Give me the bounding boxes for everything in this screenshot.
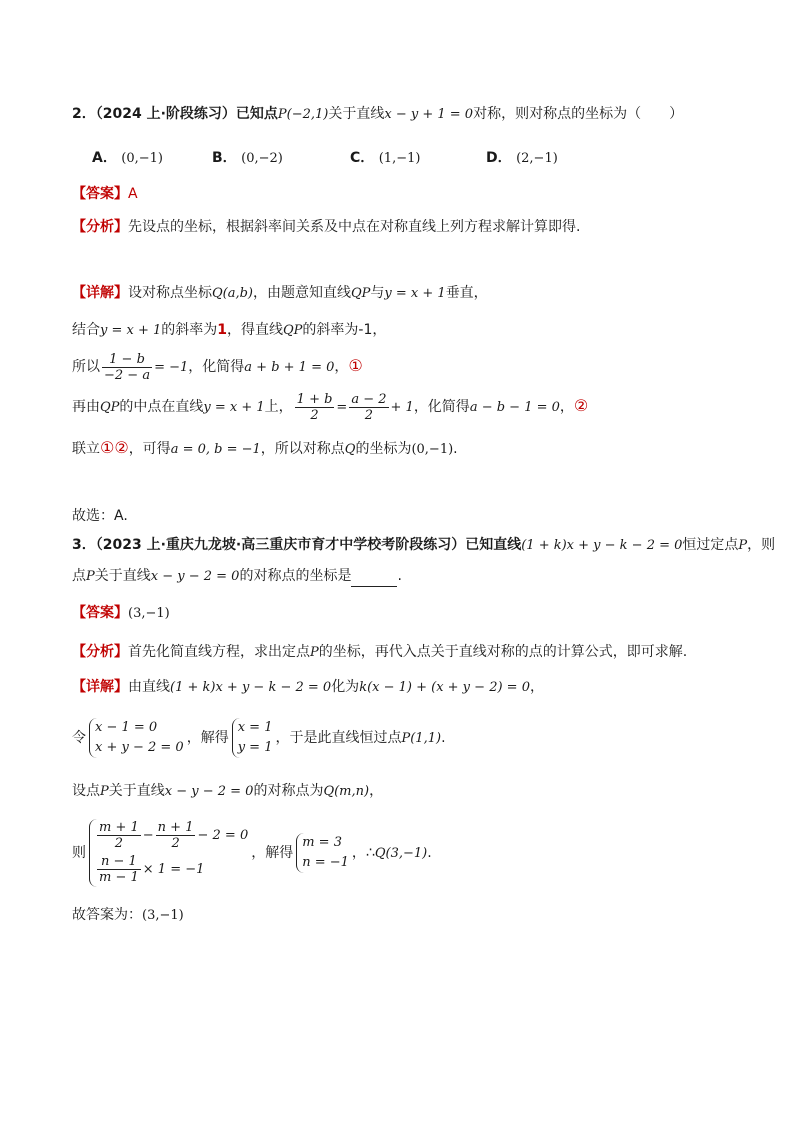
circled-one: ① xyxy=(348,356,363,375)
math: P xyxy=(310,645,319,660)
text: 则 xyxy=(72,845,86,861)
q2-choice xyxy=(72,506,128,526)
math: Q(m,n) xyxy=(323,784,370,799)
text: 与 xyxy=(370,285,385,301)
math: (0,−1) xyxy=(411,442,454,457)
math: P xyxy=(86,569,95,584)
text: 垂直， xyxy=(445,285,488,301)
q3-stem-line-1 xyxy=(72,535,775,556)
denominator: 2 xyxy=(310,407,319,423)
text: 的斜率为-1， xyxy=(302,322,387,338)
text: . xyxy=(397,568,402,584)
text: 首先化简直线方程，求出定点 xyxy=(128,644,310,660)
math: x − y − 2 = 0 xyxy=(150,569,240,584)
text: ，化简得 xyxy=(188,359,245,375)
denominator: 2 xyxy=(171,836,180,851)
math: QP xyxy=(283,323,303,338)
math: Q(3,−1) xyxy=(374,846,428,861)
math: QP xyxy=(351,286,371,301)
text: ， xyxy=(369,783,384,799)
slope-value: 1 xyxy=(217,322,228,338)
math: P(1,1) xyxy=(401,731,442,746)
equation: y = 1 xyxy=(237,740,273,755)
numerator: m + 1 xyxy=(99,820,139,835)
text: 恒过定点 xyxy=(682,537,739,553)
q3-analysis xyxy=(72,642,687,663)
text: ， xyxy=(559,399,574,415)
text: 的对称点为 xyxy=(253,783,324,799)
q2-point-p: P(−2,1) xyxy=(277,107,329,122)
q3-detail-line-1 xyxy=(72,677,544,698)
q3-final-answer xyxy=(72,905,184,926)
numerator: a − 2 xyxy=(351,391,387,407)
text: ，化简得 xyxy=(413,399,470,415)
answer-tag: 【答案】 xyxy=(72,186,128,202)
math: − 2 = 0 xyxy=(197,828,249,843)
q2-detail-line-1 xyxy=(72,283,488,304)
detail-tag: 【详解】 xyxy=(72,679,128,695)
text: 化为 xyxy=(331,679,360,695)
equation: n = −1 xyxy=(302,855,349,870)
math: (1 + k)x + y − k − 2 = 0 xyxy=(170,680,332,695)
equation: m = 3 xyxy=(302,835,342,850)
q2-line-equation: x − y + 1 = 0 xyxy=(384,107,474,122)
q2-detail-line-5 xyxy=(72,438,458,460)
text: 关于直线 xyxy=(94,568,151,584)
fraction xyxy=(97,854,141,885)
math: + 1 xyxy=(390,400,414,415)
numerator: 1 + b xyxy=(296,391,333,407)
choice-text: 故选：A. xyxy=(72,508,128,524)
q2-analysis xyxy=(72,217,580,237)
numerator: n − 1 xyxy=(97,854,141,870)
math: (3,−1) xyxy=(142,908,184,923)
text: 故答案为： xyxy=(72,907,142,923)
q3-detail-line-3 xyxy=(72,781,383,802)
q2-stem-text-b: 关于直线 xyxy=(328,106,385,122)
text: 设对称点坐标 xyxy=(128,285,212,301)
math: a + b + 1 = 0 xyxy=(244,360,335,375)
text: ， xyxy=(529,679,544,695)
math: y = x + 1 xyxy=(384,286,446,301)
option-label: C． xyxy=(350,150,375,166)
math: × 1 = −1 xyxy=(142,862,205,877)
detail-tag: 【详解】 xyxy=(72,285,128,301)
q2-stem-text: 2．（2024 上·阶段练习）已知点 xyxy=(72,106,278,122)
equation: x = 1 xyxy=(237,720,273,735)
math: Q(a,b) xyxy=(212,286,254,301)
q3-answer xyxy=(72,603,170,624)
text: ，由题意知直线 xyxy=(253,285,352,301)
text: 点 xyxy=(72,568,86,584)
text: 的斜率为 xyxy=(161,322,218,338)
equation-system xyxy=(89,718,184,758)
text: ，∴ xyxy=(351,845,375,861)
q3-detail-line-4 xyxy=(72,815,432,892)
analysis-text: 先设点的坐标，根据斜率间关系及中点在对称直线上列方程求解计算即得. xyxy=(128,219,581,235)
numerator: n + 1 xyxy=(157,820,194,835)
option-label: D． xyxy=(486,150,512,166)
text: ，所以对称点 xyxy=(260,441,345,457)
math: k(x − 1) + (x + y − 2) = 0 xyxy=(359,680,530,695)
math: a = 0, b = −1 xyxy=(170,442,261,457)
math: P xyxy=(738,538,748,553)
solution-system xyxy=(232,718,273,758)
math: y = x + 1 xyxy=(203,400,265,415)
answer-tag: 【答案】 xyxy=(72,605,128,621)
q2-stem xyxy=(72,104,683,125)
q2-option-a xyxy=(92,147,163,167)
q2-detail-line-2 xyxy=(72,320,386,341)
text: 上， xyxy=(264,399,293,415)
q2-answer xyxy=(72,184,138,204)
text: ， xyxy=(334,359,349,375)
text: 所以 xyxy=(72,359,100,375)
q2-stem-text-c: 对称，则对称点的坐标为（ ） xyxy=(473,106,684,122)
option-value: (2,−1) xyxy=(516,151,558,166)
math: − xyxy=(142,828,154,843)
equation: x − 1 = 0 xyxy=(95,720,158,735)
q2-detail-line-3 xyxy=(72,348,363,386)
fraction xyxy=(349,392,388,423)
denominator: 2 xyxy=(114,836,124,851)
math: Q xyxy=(344,442,356,457)
analysis-tag: 【分析】 xyxy=(72,219,128,235)
text: ，得直线 xyxy=(227,322,284,338)
answer-value: (3,−1) xyxy=(128,606,170,621)
circled-two: ② xyxy=(573,396,589,415)
equation: x + y − 2 = 0 xyxy=(95,740,184,755)
text: . xyxy=(427,845,432,861)
text: 由直线 xyxy=(128,679,170,695)
math: = xyxy=(336,400,348,415)
denominator: −2 − a xyxy=(104,367,151,383)
option-label: A． xyxy=(92,150,117,166)
option-label: B． xyxy=(212,150,237,166)
text: ，解得 xyxy=(186,730,229,746)
q2-option-c xyxy=(350,147,420,167)
text: ，则 xyxy=(747,537,776,553)
fraction xyxy=(295,392,335,423)
q3-detail-line-2 xyxy=(72,715,446,762)
math: = −1 xyxy=(154,360,189,375)
q2-option-d xyxy=(486,147,558,167)
text: 设点 xyxy=(72,783,100,799)
math: (1 + k)x + y − k − 2 = 0 xyxy=(521,538,683,553)
math: a − b − 1 = 0 xyxy=(469,400,560,415)
text: ，于是此直线恒过点 xyxy=(275,730,402,746)
q2-detail-line-4 xyxy=(72,388,588,426)
q2-option-b xyxy=(212,147,283,167)
denominator: m − 1 xyxy=(99,870,139,885)
option-value: (0,−1) xyxy=(121,151,164,166)
numerator: 1 − b xyxy=(102,352,152,368)
circled-refs: ①② xyxy=(100,438,129,457)
text: . xyxy=(453,441,458,457)
fraction xyxy=(156,820,196,851)
text: 的坐标，再代入点关于直线对称的点的计算公式，即可求解. xyxy=(318,644,688,660)
text: 联立 xyxy=(72,441,100,457)
option-value: (0,−2) xyxy=(241,151,283,166)
text: 令 xyxy=(72,730,86,746)
text: 的坐标为 xyxy=(355,441,412,457)
fraction xyxy=(102,352,152,383)
denominator: 2 xyxy=(364,407,374,423)
text: . xyxy=(441,730,446,746)
fraction xyxy=(97,820,141,851)
q3-stem-text: 3．（2023 上·重庆九龙坡·高三重庆市育才中学校考阶段练习）已知直线 xyxy=(72,537,522,553)
option-value: (1,−1) xyxy=(378,151,421,166)
math: P xyxy=(100,784,109,799)
answer-blank xyxy=(351,572,397,587)
text: 关于直线 xyxy=(108,783,165,799)
answer-value: A xyxy=(128,186,138,202)
equation-system xyxy=(89,819,248,887)
text: 再由 xyxy=(72,399,100,415)
math: y = x + 1 xyxy=(100,323,162,338)
math: QP xyxy=(100,400,120,415)
q3-stem-line-2 xyxy=(72,566,402,587)
solution-system xyxy=(296,833,349,873)
text: ，解得 xyxy=(251,845,294,861)
math: x − y − 2 = 0 xyxy=(164,784,254,799)
text: ，可得 xyxy=(128,441,171,457)
analysis-tag: 【分析】 xyxy=(72,644,128,660)
text: 结合 xyxy=(72,322,100,338)
text: 的中点在直线 xyxy=(119,399,204,415)
text: 的对称点的坐标是 xyxy=(239,568,352,584)
